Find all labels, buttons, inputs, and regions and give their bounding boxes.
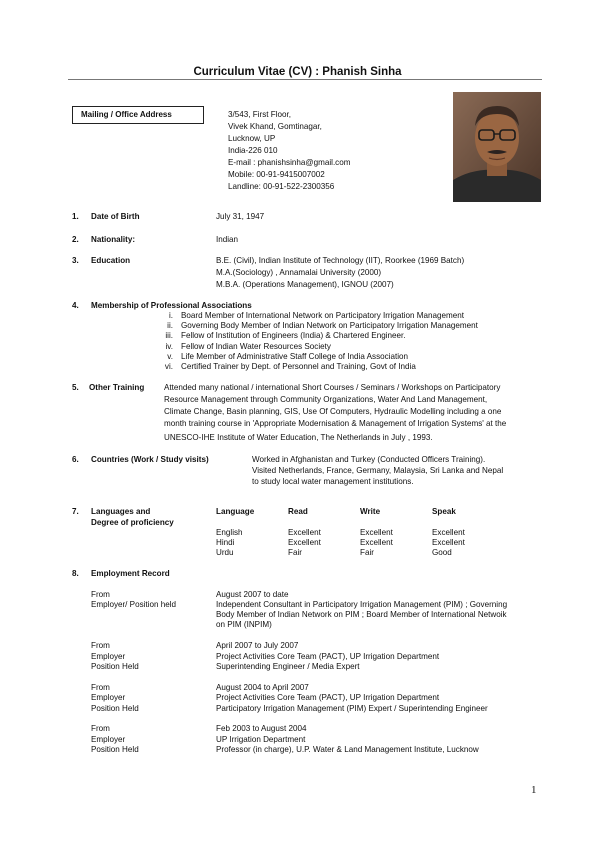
- section-number: 2.: [72, 235, 79, 244]
- employment-value: August 2004 to April 2007: [216, 683, 309, 692]
- address-label-box: Mailing / Office Address: [72, 106, 204, 124]
- membership-item: Governing Body Member of Indian Network on Participatory Irrigation Management: [181, 321, 478, 330]
- training-line: UNESCO-IHE Institute of Water Education, The Netherlands in July , 1993.: [164, 433, 433, 442]
- education-label: Education: [91, 256, 131, 265]
- employment-value: on PIM (INPIM): [216, 620, 272, 629]
- email-line: E-mail : phanishsinha@gmail.com: [228, 158, 351, 167]
- landline-line: Landline: 00-91-522-2300356: [228, 182, 335, 191]
- education-line: M.A.(Sociology) , Annamalai University (2000): [216, 268, 382, 277]
- employment-field-label: Employer: [91, 735, 126, 744]
- languages-label: Degree of proficiency: [91, 518, 174, 527]
- employment-field-label: Employer/ Position held: [91, 600, 177, 609]
- training-line: Attended many national / international Short Courses / Seminars / Workshops on Participatory: [164, 383, 501, 392]
- section-number: 4.: [72, 301, 79, 310]
- nationality-label: Nationality:: [91, 235, 136, 244]
- employment-value: Project Activities Core Team (PACT), UP Irrigation Department: [216, 652, 440, 661]
- employment-field-label: From: [91, 683, 110, 692]
- employment-field-label: Employer: [91, 693, 126, 702]
- list-numeral: iii.: [165, 331, 173, 340]
- membership-item: Certified Trainer by Dept. of Personnel and Training, Govt of India: [181, 362, 416, 371]
- lang-header: Speak: [432, 507, 456, 516]
- membership-item: Board Member of International Network on Participatory Irrigation Management: [181, 311, 464, 320]
- lang-cell: Excellent: [288, 528, 321, 537]
- employment-value: UP Irrigation Department: [216, 735, 306, 744]
- membership-item: Fellow of Institution of Engineers (India) & Chartered Engineer.: [181, 331, 406, 340]
- employment-value: Participatory Irrigation Management (PIM) Expert / Superintending Engineer: [216, 704, 488, 713]
- employment-value: Body Member of Indian Network on PIM ; Board Member of International Netwoik: [216, 610, 507, 619]
- lang-cell: Good: [432, 548, 452, 557]
- lang-cell: Excellent: [288, 538, 321, 547]
- section-number: 8.: [72, 569, 79, 578]
- list-numeral: iv.: [165, 342, 173, 351]
- membership-item: Fellow of Indian Water Resources Society: [181, 342, 331, 351]
- training-line: month training course in 'Appropriate Modernisation & Management of Irrigation Systems' at the: [164, 419, 507, 428]
- page-title: Curriculum Vitae (CV) : Phanish Sinha: [193, 66, 402, 78]
- lang-cell: Hindi: [216, 538, 235, 547]
- membership-label: Membership of Professional Associations: [91, 301, 252, 310]
- lang-cell: Excellent: [432, 528, 465, 537]
- section-number: 3.: [72, 256, 79, 265]
- education-line: M.B.A. (Operations Management), IGNOU (2007): [216, 280, 394, 289]
- lang-cell: Excellent: [360, 528, 393, 537]
- employment-value: Superintending Engineer / Media Expert: [216, 662, 360, 671]
- employment-value: August 2007 to date: [216, 590, 289, 599]
- dob-value: July 31, 1947: [216, 212, 265, 221]
- employment-field-label: Position Held: [91, 704, 139, 713]
- lang-cell: Fair: [288, 548, 302, 557]
- employment-value: Professor (in charge), U.P. Water & Land Management Institute, Lucknow: [216, 745, 479, 754]
- membership-item: Life Member of Administrative Staff College of India Association: [181, 352, 409, 361]
- lang-cell: Excellent: [432, 538, 465, 547]
- employment-field-label: From: [91, 724, 110, 733]
- list-numeral: i.: [168, 311, 173, 320]
- list-numeral: vi.: [164, 362, 173, 371]
- countries-line: to study local water management institutions.: [252, 477, 414, 486]
- languages-label: Languages and: [91, 507, 151, 516]
- employment-field-label: From: [91, 590, 110, 599]
- section-number: 6.: [72, 455, 79, 464]
- countries-line: Worked in Afghanistan and Turkey (Conducted Officers Training).: [252, 455, 486, 464]
- address-line: Lucknow, UP: [228, 134, 276, 143]
- lang-cell: Excellent: [360, 538, 393, 547]
- education-line: B.E. (Civil), Indian Institute of Technology (IIT), Roorkee (1969 Batch): [216, 256, 465, 265]
- lang-cell: Fair: [360, 548, 374, 557]
- lang-cell: English: [216, 528, 243, 537]
- training-line: Resource Management through Community Organizations, Water And Land Management,: [164, 395, 488, 404]
- section-number: 7.: [72, 507, 79, 516]
- section-number: 5.: [72, 383, 79, 392]
- countries-label: Countries (Work / Study visits): [91, 455, 209, 464]
- training-line: Climate Change, Basin planning, GIS, Use Of Computers, Hydraulic Modelling including a one: [164, 407, 502, 416]
- address-line: India-226 010: [228, 146, 278, 155]
- mobile-line: Mobile: 00-91-9415007002: [228, 170, 325, 179]
- page-number: 1: [531, 784, 537, 796]
- lang-header: Read: [288, 507, 308, 516]
- lang-cell: Urdu: [216, 548, 234, 557]
- address-line: Vivek Khand, Gomtinagar,: [228, 122, 322, 131]
- profile-photo: [453, 92, 541, 202]
- employment-value: Independent Consultant in Participatory Irrigation Management (PIM) ; Governing: [216, 600, 508, 609]
- employment-value: Feb 2003 to August 2004: [216, 724, 307, 733]
- employment-field-label: Position Held: [91, 745, 139, 754]
- title-rule: [68, 79, 542, 80]
- lang-header: Write: [360, 507, 381, 516]
- employment-field-label: Position Held: [91, 662, 139, 671]
- lang-header: Language: [216, 507, 255, 516]
- employment-field-label: Employer: [91, 652, 126, 661]
- employment-value: April 2007 to July 2007: [216, 641, 299, 650]
- employment-value: Project Activities Core Team (PACT), UP Irrigation Department: [216, 693, 440, 702]
- nationality-value: Indian: [216, 235, 239, 244]
- employment-field-label: From: [91, 641, 110, 650]
- training-label: Other Training: [89, 383, 145, 392]
- list-numeral: v.: [167, 352, 173, 361]
- dob-label: Date of Birth: [91, 212, 140, 221]
- list-numeral: ii.: [167, 321, 173, 330]
- countries-line: Visited Netherlands, France, Germany, Malaysia, Sri Lanka and Nepal: [252, 466, 504, 475]
- section-number: 1.: [72, 212, 79, 221]
- employment-label: Employment Record: [91, 569, 170, 578]
- address-line: 3/543, First Floor,: [228, 110, 291, 119]
